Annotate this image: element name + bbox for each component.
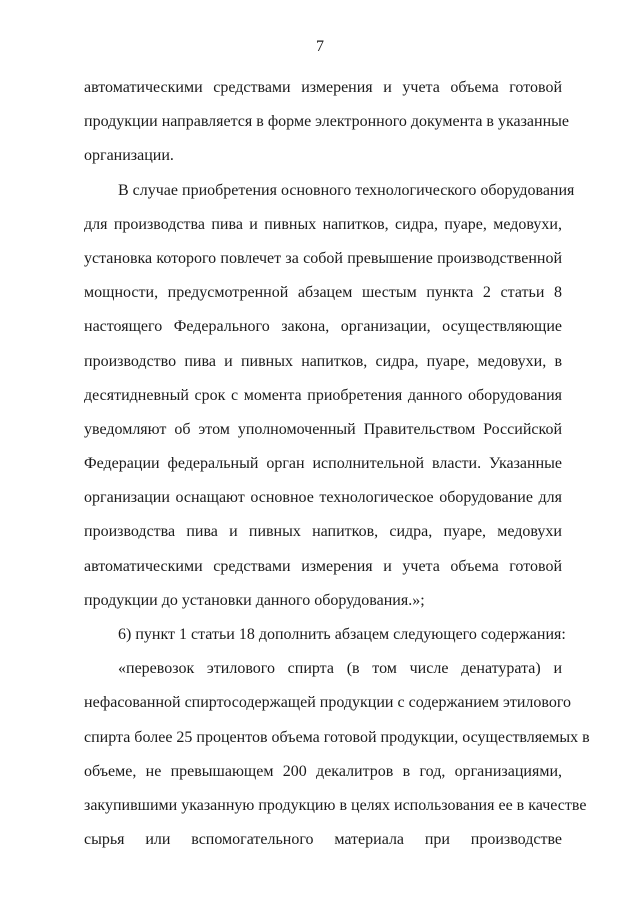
text-line: десятидневный срок с момента приобретения данного оборудования [84,387,562,404]
text-line: нефасованной спиртосодержащей продукции с содержанием этилового [84,694,571,711]
text-line: настоящего Федерального закона, организации, осуществляющие [84,318,562,335]
text-line: «перевозок этилового спирта (в том числе денатурата) и [118,660,562,677]
text-line: 6) пункт 1 статьи 18 дополнить абзацем следующего содержания: [118,626,566,643]
text-line: сырья или вспомогательного материала при производстве [84,831,562,848]
text-line: В случае приобретения основного технологического оборудования [118,182,575,199]
text-line: производство пива и пивных напитков, сидра, пуаре, медовухи, в [84,353,562,370]
text-line: мощности, предусмотренной абзацем шестым пункта 2 статьи 8 [84,284,562,301]
text-line: Федерации федеральный орган исполнительной власти. Указанные [84,455,562,472]
text-line: установка которого повлечет за собой превышение производственной [84,250,562,267]
text-line: производства пива и пивных напитков, сидра, пуаре, медовухи [84,523,562,540]
text-line: спирта более 25 процентов объема готовой продукции, осуществляемых в [84,729,590,746]
text-line: продукции направляется в форме электронного документа в указанные [84,113,570,130]
text-line: объеме, не превышающем 200 декалитров в год, организациями, [84,763,562,780]
text-line: закупившими указанную продукцию в целях использования ее в качестве [84,797,587,814]
text-line: организации. [84,147,174,164]
text-line: организации оснащают основное технологическое оборудование для [84,489,562,506]
page-number: 7 [316,38,324,55]
text-line: уведомляют об этом уполномоченный Правительством Российской [84,421,562,438]
text-line: автоматическими средствами измерения и учета объема готовой [84,558,562,575]
text-line: автоматическими средствами измерения и учета объема готовой [84,79,562,96]
text-line: продукции до установки данного оборудования.»; [84,592,425,609]
text-line: для производства пива и пивных напитков, сидра, пуаре, медовухи, [84,216,562,233]
